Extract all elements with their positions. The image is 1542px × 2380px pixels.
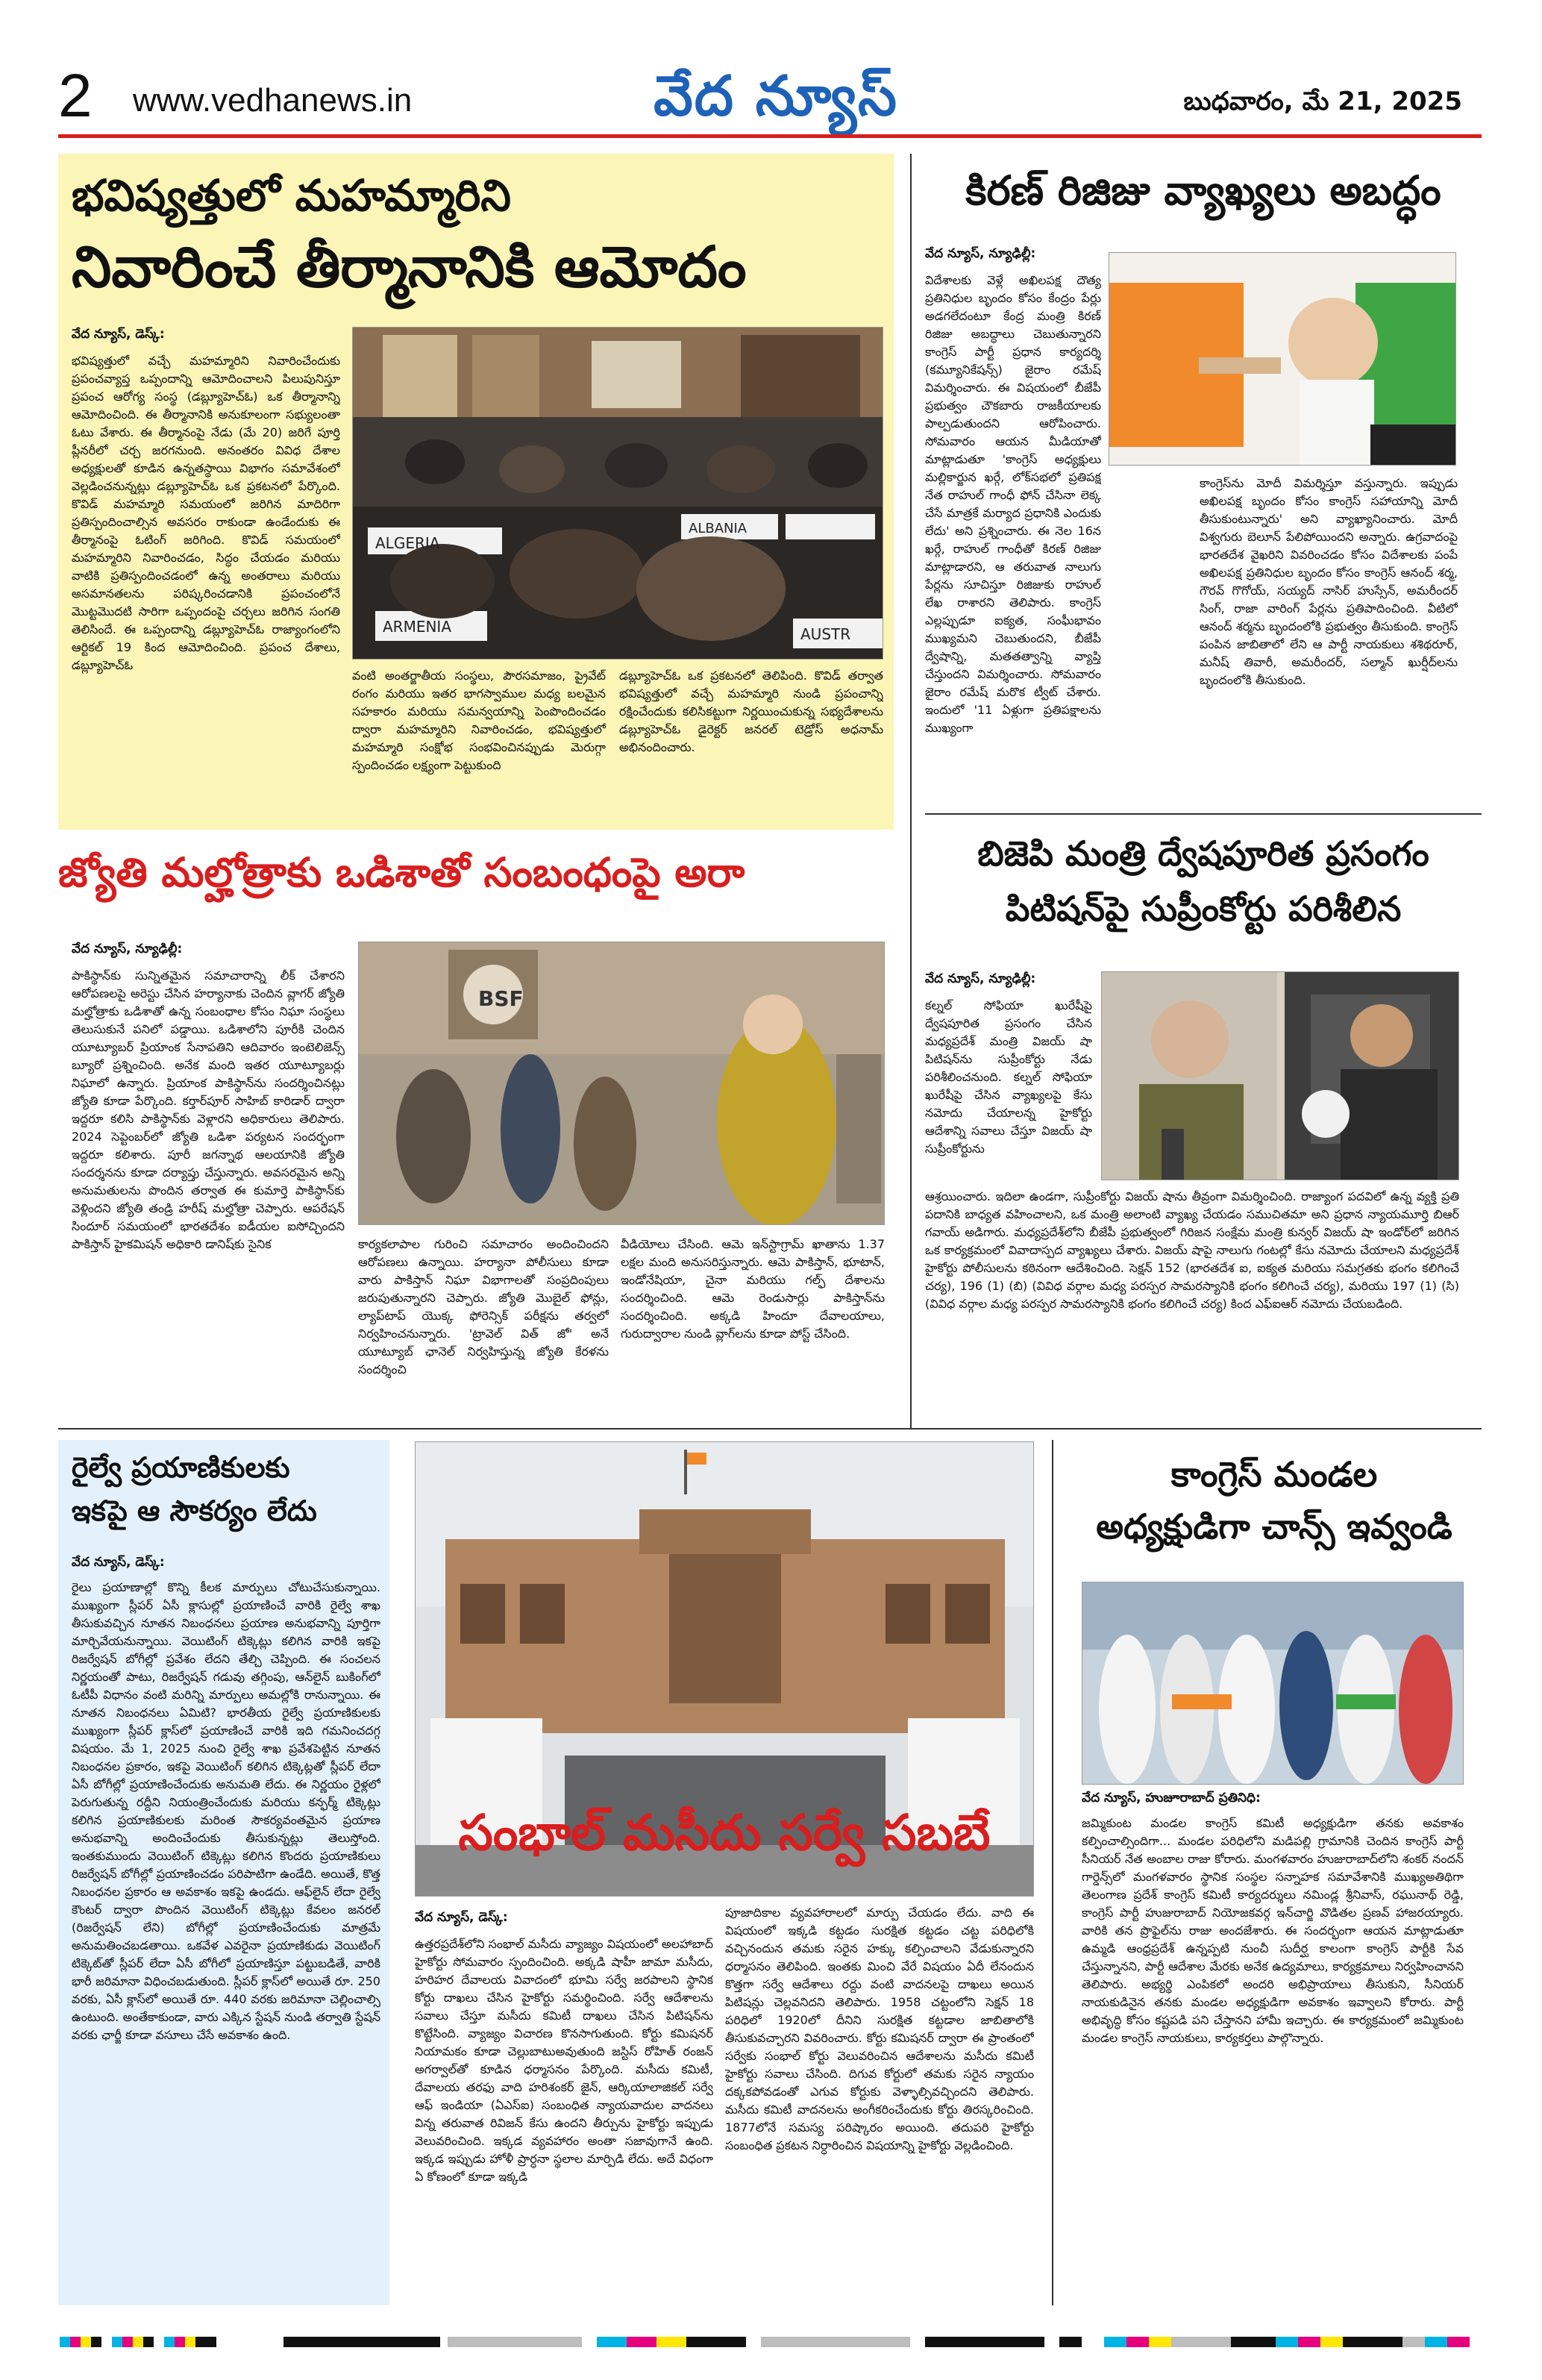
- jyoti-photo: [358, 942, 885, 1225]
- street-illustration: [359, 942, 885, 1225]
- country-label-albania: ALBANIA: [689, 521, 748, 536]
- country-label-austria: AUSTR: [800, 625, 851, 643]
- section-divider-right-1: [925, 813, 1482, 815]
- bjp-minister-byline: వేద న్యూస్, న్యూఢిల్లీ:: [925, 971, 1036, 986]
- site-url[interactable]: www.vedhanews.in: [133, 82, 413, 119]
- jyoti-body-col1: పాకిస్థాన్‌కు సున్నితమైన సమాచారాన్ని లీక్ చేశారని ఆరోపణలపై అరెస్టు చేసిన హర్యానాకు చెందిన వ్లాగర్ జ్యోతి మల్హోత్రాకు ఒడిశాతో ఉన్న సంబంధాల కోసం నిఘా సంస్థలు తెలుసుకునే పనిలో పడ్డాయి. ఒడిశాలోని పూరీకి చెందిన యూట్యూబర్ ప్రియాంక సేనాపతిని ఆదివారం ఇంటెలిజెన్స్ బ్యూరో ప్రశ్నించింది. అనేక మంది ఇతర యూట్యూబర్లు నిఘాలో ఉన్నారు. ప్రియాంక పాకిస్థాన్‌ను సందర్శించినట్లు జ్యోతి కూడా పేర్కొంది. కర్తార్‌పూర్ సాహిబ్ కారిడార్ ద్వారా ఇద్దరూ కలిసి పాకిస్థాన్‌కు వెళ్లారని అధికారులు తెలిపారు. 2024 సెప్టెంబర్‌లో జ్యోతి ఒడిశా పర్యటన సందర్భంగా ఇద్దరూ కలిశారు. పూరీ జగన్నాథ ఆలయానికి జ్యోతి సందర్శనను కూడా దర్యాప్తు చేస్తున్నారు. అవసరమైన అన్ని అనుమతులను పొందిన తర్వాత ఈ కుమార్తె పాకిస్థాన్‌కు వెళ్లిందని జ్యోతి తండ్రి హరీష్ మల్హోత్రా చెప్పారు. ఆపరేషన్ సిందూర్ సమయంలో భారతదేశం ఐడీయల ఐసోచ్చిందని పాకిస్తాన్ హైకమిషన్ అధికారి డానిష్‌కు సైనిక: [72, 968, 345, 1251]
- congress-photo: [1082, 1582, 1464, 1785]
- jairam-ramesh-photo: [1109, 252, 1456, 466]
- country-label-algeria: ALGERIA: [375, 534, 440, 552]
- page-number: 2: [58, 62, 93, 130]
- officer-minister-illustration: [1102, 972, 1459, 1180]
- jyoti-byline: వేద న్యూస్, న్యూఢిల్లీ:: [72, 942, 183, 956]
- rijiju-byline: వేద న్యూస్, న్యూఢిల్లీ:: [925, 246, 1036, 261]
- railway-byline: వేద న్యూస్, డెస్క్:: [72, 1555, 165, 1570]
- calibration-bar-mid-3: [597, 2337, 746, 2347]
- pandemic-headline-line1: భవిష్యత్తులో మహమ్మారిని: [72, 170, 511, 221]
- bsf-sign: BSF: [478, 986, 524, 1011]
- pandemic-byline: వేద న్యూస్, డెస్క్:: [72, 327, 165, 342]
- calibration-bar-mid-2: [448, 2337, 582, 2347]
- railway-headline-line1: రైల్వే ప్రయాణికులకు: [72, 1451, 290, 1484]
- rijiju-body-col2: కాంగ్రెస్‌ను మోదీ విమర్శిస్తూ వస్తున్నారు. ఇప్పుడు అఖిలపక్ష బృందం కోసం కాంగ్రెస్ సహాయాన్ని మోదీ తీసుకుంటున్నారు' అని వ్యాఖ్యానించారు. మోదీ విశ్వగురు బెలూన్ పేలిపోయిందని అన్నారు. ఉగ్రవాదంపై భారతదేశ వైఖరిని వివరించడం కోసం విదేశాలకు పంపే అఖిలపక్ష ప్రతినిధుల బృందం కోసం కాంగ్రెస్ ఆనంద్ శర్మ, గౌరవ్ గొగోయ్, సయ్యద్ నాసిర్ హుస్సేన్, అమరీందర్ సింగ్, రాజా వారింగ్ పేర్లను ప్రతిపాదించింది. వీటిలో ఆనంద్ శర్మను బృందంలోకి ప్రభుత్వం తీసుకుంది. కాంగ్రెస్ పంపిన జాబితాలో లేని ఆ పార్టీ నాయకులు శశిథరూర్, మనీష్ తివారీ, అమరీందర్, సల్మాన్ ఖుర్షీద్‌లను బృందంలోకి తీసుకుంది.: [1200, 476, 1458, 687]
- magenta-swatch: [70, 2337, 81, 2347]
- congress-headline-line1: కాంగ్రెస్ మండల: [1170, 1454, 1378, 1494]
- bjp-minister-photo: [1101, 971, 1459, 1180]
- country-label-armenia: ARMENIA: [383, 618, 452, 636]
- group-photo-illustration: [1082, 1582, 1464, 1785]
- rijiju-headline: కిరణ్ రిజిజు వ్యాఖ్యలు అబద్ధం: [965, 167, 1441, 214]
- calibration-bar-mid-4: [761, 2337, 910, 2347]
- congress-headline-line2: అధ్యక్షుడిగా చాన్స్ ఇవ్వండి: [1096, 1506, 1452, 1547]
- pandemic-body-col2: వంటి అంతర్జాతీయ సంస్థలు, పౌరసమాజం, ప్రైవేట్ రంగం మరియు ఇతర భాగస్వాముల మధ్య బలమైన సహకారం మరియు సమన్వయాన్ని పెంపొందించడం ద్వారా మహమ్మారిని నివారించడం, భవిష్యత్తులో మహమ్మారి సంక్షోభ సంభవించినప్పుడు మెరుగ్గా స్పందించడం లక్ష్యంగా పెట్టుకుంది: [352, 668, 606, 772]
- sambhal-headline: సంభాల్ మసీదు సర్వే సబబే: [458, 1804, 991, 1861]
- congress-body: జమ్మికుంట మండల కాంగ్రెస్ కమిటీ అధ్యక్షుడిగా తనకు అవకాశం కల్పించాల్సిందిగా... మండల పరిధిలోని మడిపల్లి గ్రామానికి చెందిన కాంగ్రెస్ పార్టీ సీనియర్ నేత అంబాల రాజు కోరారు. మంగళవారం హుజురాబాద్‌లోని శంకర్ నందన్ గార్డెన్స్‌లో మంగళవారం స్థానిక సంస్థల సన్నాహక సమావేశానికి ముఖ్యఅతిథిగా తెలంగాణ ప్రదేశ్ కాంగ్రెస్ కమిటీ కార్యదర్శులు నమిండ్ల శ్రీనివాస్, రఘునాథ్ రెడ్డి, కాంగ్రెస్ పార్టీ హుజురాబాద్ నియోజకవర్గ ఇన్‌చార్జి వొడితల ప్రణవ్ హాజరయ్యారు. వారికి తన ప్రొఫైల్‌ను రాజు అందజేశారు. ఈ సందర్భంగా ఆయన మాట్లాడుతూ ఉమ్మడి ఆంధ్రప్రదేశ్ ఉన్నప్పటి నుంచీ సుదీర్ఘ కాలంగా కాంగ్రెస్ పార్టీకి సేవ చేస్తున్నానని, పార్టీ ఆదేశాల మేరకు అనేక ఉద్యమాలు, కార్యక్రమాలు నిర్వహించానని తెలిపారు. అభ్యర్థి ఎంపికలో అందరి అభిప్రాయాలు తీసుకుని, సీనియర్ నాయకుడినైన తనకు మండల అధ్యక్షుడిగా అవకాశం ఇవ్వాలని కోరారు. పార్టీ అభివృద్ధి కోసం కష్టపడి పని చేస్తానని హామీ ఇచ్చారు. ఈ కార్యక్రమంలో జమ్మికుంట మండల కాంగ్రెస్ నాయకులు, కార్యకర్తలు పాల్గొన్నారు.: [1082, 1816, 1464, 2045]
- congress-byline: వేద న్యూస్, హుజూరాబాద్ ప్రతినిధి:: [1082, 1791, 1261, 1806]
- bjp-minister-headline-line1: బిజెపి మంత్రి ద్వేషపూరిత ప్రసంగం: [977, 833, 1429, 874]
- jyoti-body-col2: కార్యకలాపాల గురించి సమాచారం అందించిందని ఆరోపణలు ఉన్నాయి. హర్యానా పోలీసులు కూడా వారు పాకిస్తాన్ నిఘా విభాగాలతో సంప్రదింపులు జరుపుతున్నారని చెప్పారు. జ్యోతి మొబైల్ ఫోన్లు, ల్యాప్‌టాప్ యొక్క ఫోరెన్సిక్ పరీక్షను తర్వలో నిర్వహించనున్నారు. 'ట్రావెల్ విత్ జో' అనే యూట్యూబ్ ఛానెల్ నిర్వహిస్తున్న జ్యోతి కేరళను సందర్శించి: [358, 1237, 609, 1377]
- calibration-bar-mid-1: [283, 2337, 440, 2347]
- pandemic-photo: [352, 327, 883, 660]
- calibration-bar-left: [60, 2337, 269, 2347]
- column-divider-top: [910, 154, 912, 1428]
- jyoti-body-col3: వీడియోలు చేసింది. ఆమె ఇన్‌స్టాగ్రామ్ ఖాతాను 1.37 లక్షల మంది అనుసరిస్తున్నారు. ఆమె పాకిస్తాన్, భూటాన్, ఇండోనేషియా, చైనా మరియు గల్ఫ్ దేశాలను సందర్శించింది. ఆమె రెండుసార్లు పాకిస్తాన్‌ను సందర్శించింది. అక్కడి హిందూ దేవాలయాలు, గురుద్వారాల నుండి వ్లాగ్‌లను కూడా పోస్ట్ చేసింది.: [621, 1237, 885, 1341]
- bjp-minister-body-full: ఆశ్రయించారు. ఇదిలా ఉండగా, సుప్రీంకోర్టు విజయ్ షాను తీవ్రంగా విమర్శించింది. రాజ్యాంగ పదవిలో ఉన్న వ్యక్తి ప్రతి పదానికి బాధ్యత వహించాలని, ఒక మంత్రి అలాంటి వ్యాఖ్య చేయడం సముచితమా అని ప్రధాన న్యాయమూర్తి బిఆర్ గవాయ్ అడిగారు. మధ్యప్రదేశ్‌లోని బీజేపీ ప్రభుత్వంలో గిరిజన సంక్షేమ మంత్రి కున్వర్ విజయ్ షా ఇండోర్‌లో జరిగిన ఒక కార్యక్రమంలో వివాదాస్పద వ్యాఖ్యలు చేశారు. విజయ్ షాపై నాలుగు గంటల్లో కేసు నమోదు చేయాలని మధ్యప్రదేశ్ హైకోర్టు పోలీసులను కఠినంగా ఆదేశించింది. సెక్షన్ 152 (భారతదేశ ఐ, ఐక్యత మరియు సమగ్రతకు భంగం కలిగించే చర్య), 196 (1) (బి) (వివిధ వర్గాల మధ్య పరస్పర సామరస్యానికి భంగం కలిగించే చర్య), మరియు 197 (1) (సి) (వివిధ వర్గాల మధ్య పరస్పర సామరస్యానికి భంగం కలిగించే చర్య) కింద ఎఫ్ఐఆర్ నమోదు చేయబడింది.: [925, 1189, 1459, 1311]
- pandemic-body-col1: భవిష్యత్తులో వచ్చే మహమ్మారిని నివారించేందుకు ప్రపంచవ్యాప్త ఒప్పందాన్ని ఆమోదించాలని పిలుపునిస్తూ ప్రపంచ ఆరోగ్య సంస్థ (డబ్ల్యూహెచ్ఓ) ఒక తీర్మానాన్ని ఆమోదించింది. ఈ తీర్మానానికి అనుకూలంగా సభ్యులంతా ఓటు వేశారు. ఈ తీర్మానంపై నేడు (మే 20) జరిగే పూర్తి ప్లీనరీలో చర్చ జరగనుంది. అనంతరం వివిధ దేశాల అధ్యక్షులతో కూడిన ఉన్నతస్థాయి విభాగం సమావేశంలో వెల్లడించనున్నట్లు డబ్ల్యూహెచ్ఓ ఒక ప్రకటనలో పేర్కొంది. కొవిడ్ మహమ్మారి సమయంలో జరిగిన మాదిరిగా ప్రతిస్పందించాల్సిన అవసరం రాకుండా ఉండేందుకు ఈ తీర్మానంపై ఓటింగ్ జరిగింది. కొవిడ్ సమయంలో మహమ్మారిని నివారించడం, సిద్ధం చేయడం మరియు వాటికి ప్రతిస్పందించడంలో ఉన్న అంతరాలు మరియు అసమానతలను పరిష్కరించడానికి ప్రపంచంలోనే మొట్టమొదటి సారిగా ఒప్పందంపై చర్చలు జరిగిన సంగతి తెలిసిందే. ఈ ఒప్పందాన్ని డబ్ల్యూహెచ్ఓ రాజ్యాంగంలోని ఆర్టికల్ 19 కింద ఆమోదించింది. ప్రపంచ దేశాలు, డబ్ల్యూహెచ్ఓ: [72, 354, 340, 672]
- sambhal-byline: వేద న్యూస్, డెస్క్:: [415, 1910, 508, 1925]
- column-divider-bottom: [1052, 1440, 1053, 2305]
- calibration-bar-right: [1059, 2337, 1477, 2347]
- sambhal-body-col2: పూజాదికాల వ్యవహారాలలో మార్పు చేయడం లేదు. వాది ఈ విషయంలో ఇక్కడి కట్టడం సురక్షిత కట్టడం చట్ట పరిధిలోకి వచ్చినందున తమకు సరైన హక్కు కల్పించాలని వేడుకున్నారని ధర్మాసనం తెలిపింది. ఇంతకు మించి వేరే విషయం ఏదీ లేనందున కొత్తగా సర్వే ఆదేశాలు రద్దు వంటి వాదనలపై దాఖలు అయిన పిటిషన్లు చెల్లవనిదని తెలిపారు. 1958 చట్టంలోని సెక్షన్ 18 పరిధిలో 1920లో దీనిని సురక్షిత కట్టడాల జాబితాలోకి తీసుకువచ్చారని వివరించారు. కోర్టు కమిషనర్ ద్వారా ఈ ప్రాంతంలో సర్వేకు సంభాల్ కోర్టు వెలువరించిన ఆదేశాలను మసీదు కమిటీ హైకోర్టు సవాలు చేసింది. దిగువ కోర్టులో తమకు సరైన న్యాయం దక్కకపోవడంతో ఎగువ కోర్టుకు వెళ్ళాల్సివచ్చిందని తెలిపారు. మసీదు కమిటీ వాదనలను అంగీకరించేందుకు కోర్టు తిరస్కరించింది. 1877లోనే సమస్య పరిష్కారం అయింది. తదుపరి హైకోర్టు సంబంధిత ప్రకటన నిర్ధారించిన విషయాన్ని హైకోర్టు వెల్లడించింది.: [725, 1905, 1034, 2152]
- speaker-illustration: [1109, 253, 1456, 466]
- railway-body: రైలు ప్రయాణాల్లో కొన్ని కీలక మార్పులు చోటుచేసుకున్నాయి. ముఖ్యంగా స్లీపర్ ఏసీ క్లాసుల్లో ప్రయాణించే వారికి రైల్వే శాఖ తీసుకువచ్చిన నూతన నిబంధనలు ప్రయాణ అనుభవాన్ని పూర్తిగా మార్చివేయనున్నాయి. వెయిటింగ్ టిక్కెట్లు కలిగిన వారికి ఇకపై రిజర్వేషన్ బోగీల్లో ప్రవేశం లేదని తేల్చి చెప్పింది. ఈ సంచలన నిర్ణయంతో పాటు, రిజర్వేషన్ గడువు తగ్గింపు, ఆన్‌లైన్ బుకింగ్‌లో ఓటీపీ విధానం వంటి మరిన్ని మార్పులు అమల్లోకి రానున్నాయి. ఈ నూతన నిబంధనలు ఏమిటి? భారతీయ రైల్వే ప్రయాణికులకు ముఖ్యంగా స్లీపర్ క్లాస్‌లో ప్రయాణించే వారికి ఇది గమనించదగ్గ విషయం. మే 1, 2025 నుంచి రైల్వే శాఖ ప్రవేశపెట్టిన నూతన నిబంధనల ప్రకారం, ఇకపై వెయిటింగ్ కలిగిన టిక్కెట్లతో స్లీపర్ లేదా ఏసీ బోగీల్లో ప్రయాణించేందుకు అనుమతి లేదు. ఈ నిర్ణయం రైళ్లలో పెరుగుతున్న రద్దీని నియంత్రించేందుకు మరియు కన్ఫర్మ్ టిక్కెట్లు కలిగిన ప్రయాణికులకు మరింత సౌకర్యవంతమైన ప్రయాణ అనుభవాన్ని అందించేందుకు తీసుకున్నట్లు తెలుస్తోంది. ఇంతకుముందు వెయిటింగ్ టిక్కెట్లు కలిగిన కొందరు ప్రయాణికులు రిజర్వేషన్ బోగీల్లో ప్రయాణించడం పరిపాటిగా ఉండేది. అయితే, కొత్త నిబంధనల ప్రకారం ఆ అవకాశం ఇకపై ఉండదు. ఆఫ్‌లైన్ లేదా రైల్వే కౌంటర్ ద్వారా పొందిన వెయిటింగ్ టిక్కెట్లు కేవలం జనరల్ (రిజర్వేషన్ లేని) బోగీల్లో ప్రయాణించేందుకు మాత్రమే అనుమతించబడతాయి. ఒకవేళ ఎవరైనా ప్రయాణికుడు వెయిటింగ్ టిక్కెట్‌తో స్లీపర్ లేదా ఏసీ బోగీలో ప్రయాణిస్తూ పట్టుబడితే, వారికి భారీ జరిమానా విధించబడుతుంది. స్లీపర్ క్లాస్‌లో అయితే రూ. 250 వరకు, ఏసీ క్లాస్‌లో అయితే రూ. 440 వరకు జరిమానా చెల్లించాల్సి ఉంటుంది. అంతేకాకుండా, వారు ఎక్కిన స్టేషన్ నుండి తర్వాతి స్టేషన్ వరకు ఛార్జీ కూడా వసూలు చేసే అవకాశం ఉంది.: [72, 1580, 380, 2042]
- bjp-minister-body-col1: కల్నల్ సోఫియా ఖురేషీపై ద్వేషపూరిత ప్రసంగం చేసిన మధ్యప్రదేశ్ మంత్రి విజయ్ షా పిటిషన్‌ను సుప్రీంకోర్టు నేడు పరిశీలించనుంది. కల్నల్ సోఫియా ఖురేషీపై చేసిన వ్యాఖ్యలపై కేసు నమోదు చేయాలన్న హైకోర్టు ఆదేశాన్ని సవాలు చేస్తూ విజయ్ షా సుప్రీంకోర్టును: [925, 998, 1092, 1156]
- pandemic-headline-line2: నివారించే తీర్మానానికి ఆమోదం: [72, 234, 747, 300]
- section-divider-middle: [58, 1428, 1482, 1429]
- cyan-swatch: [60, 2337, 70, 2347]
- bjp-minister-headline-line2: పిటిషన్‌పై సుప్రీంకోర్టు పరిశీలిన: [1005, 889, 1402, 929]
- pandemic-body-col3: డబ్ల్యూహెచ్ఓ ఒక ప్రకటనలో తెలిపింది. కొవిడ్ తర్వాత భవిష్యత్తులో వచ్చే మహమ్మారి నుండి ప్రపంచాన్ని రక్షించేందుకు కలిసికట్టుగా నిర్ణయించుకున్న సభ్యదేశాలను డబ్ల్యూహెచ్ఓ డైరెక్టర్ జనరల్ టెడ్రోస్ అధనామ్ అభినందించారు.: [619, 668, 883, 754]
- sambhal-body-col1: ఉత్తరప్రదేశ్‌లోని సంభాల్ మసీదు వ్యాజ్యం విషయంలో అలహాబాద్ హైకోర్టు సోమవారం స్పందించింది. అక్కడి షాహీ జామా మసీదు, హరిహర దేవాలయ వివాదంలో భూమి సర్వే జరపాలని స్థానిక కోర్టు దాఖలు చేసిన హైకోర్టు సమర్థించింది. సర్వే ఆదేశాలను సవాలు చేస్తూ మసీదు కమిటీ దాఖలు చేసిన పిటిషన్‌ను కొట్టేసింది. వ్యాజ్యం విచారణ కొనసాగుతుంది. కోర్టు కమిషనర్ నియామకం కూడా చెల్లుబాటుఅవుతుంది జస్టిస్ రోహిత్ రంజన్ అగర్వాల్‌తో కూడిన ధర్మాసనం పేర్కొంది. మసీదు కమిటీ, దేవాలయ తరఫు వాది హరిశంకర్ జైన్, ఆర్కియాలాజికల్ సర్వే ఆఫ్ ఇండియా (ఏఎస్ఐ) సంబంధిత న్యాయవాదుల వాదనలు విన్న తరువాత రివిజన్ కేసు ఉందని తీర్పును హైకోర్టు ఇప్పుడు వెలువరించింది. ఇక్కడ వ్యవహారం అంతా సజావుగానే ఉంది. ఇక్కడ ఇప్పుడు హోళీ ప్రార్ధనా స్థలాల మార్పిడి లేదు. అదే విధంగా ఏ కోణంలో కూడా ఇక్కడి: [415, 1937, 713, 2184]
- issue-date: బుధవారం, మే 21, 2025: [1183, 87, 1462, 116]
- jyoti-headline: జ్యోతి మల్హోత్రాకు ఒడిశాతో సంబంధంపై అరా: [58, 849, 745, 896]
- railway-headline-line2: ఇకపై ఆ సౌకర్యం లేదు: [72, 1494, 317, 1527]
- calibration-bar-mid-5: [925, 2337, 1044, 2347]
- assembly-hall-illustration: [353, 328, 883, 660]
- yellow-swatch: [81, 2337, 91, 2347]
- black-swatch: [91, 2337, 101, 2347]
- masthead-rule: [58, 134, 1482, 138]
- rijiju-body-col1: విదేశాలకు వెళ్లే అఖిలపక్ష దౌత్య ప్రతినిధుల బృందం కోసం కేంద్రం పేర్లు అడగలేదంటూ కేంద్ర మంత్రి కిరణ్ రిజిజు అబద్ధాలు చెబుతున్నారని కాంగ్రెస్ పార్టీ ప్రధాన కార్యదర్శి (కమ్యూనికేషన్స్) జైరాం రమేష్ విమర్శించారు. ఈ విషయంలో బీజేపీ ప్రభుత్వం చౌకబారు రాజకీయాలకు పాల్పడుతుందని ఆరోపించారు. సోమవారం ఆయన మీడియాతో మాట్లాడుతూ 'కాంగ్రెస్ అధ్యక్షులు మల్లికార్జున ఖర్గే, లోక్‌సభలో ప్రతిపక్ష నేత రాహుల్ గాంధీ ఫోన్ చేసినా లెక్క చేసే మాత్రకే మర్యాద ప్రధానికి ఎందుకు లేదు' అని ప్రశ్నించారు. ఈ నెల 16న ఖర్గే, రాహుల్ గాంధీతో కిరణ్ రిజిజు మాట్లాడారని, ఆ తరువాత నాలుగు పేర్లను సూచిస్తూ రిజిజుకు రాహుల్ లేఖ రాశారని తెలిపారు. కాంగ్రెస్ ఎల్లప్పుడూ ఐక్యత, సంఘీభావం ముఖ్యమని చెబుతుందని, బీజేపీ ద్వేషాన్ని, మతతత్వాన్ని వ్యాప్తి చేస్తుందని విమర్శించారు. సోమవారం జైరాం రమేష్ మరొక ట్వీట్ చేశారు. ఇందులో '11 ఏళ్లుగా ప్రతిపక్షాలను ముఖ్యంగా: [925, 273, 1101, 735]
- masthead-logo: వేద న్యూస్: [654, 64, 898, 128]
